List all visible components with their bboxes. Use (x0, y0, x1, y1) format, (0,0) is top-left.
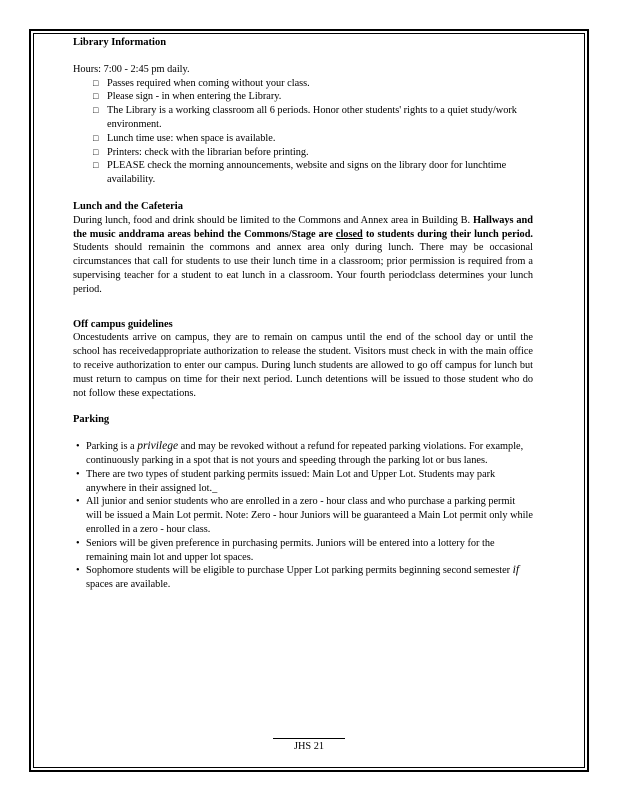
square-bullet-icon: □ (93, 91, 99, 102)
library-rules-list (73, 77, 533, 187)
parking-heading: Parking (73, 414, 110, 426)
library-hours: Hours: 7:00 - 2:45 pm daily. (73, 63, 190, 75)
bullet-dot-icon: • (76, 537, 80, 549)
lunch-section (73, 200, 533, 297)
square-bullet-icon: □ (93, 146, 99, 157)
list-item: • All junior and senior students who are enrolled in a zero - hour class and who purchase a parking permit will be issued a Main Lot permit. Note: Zero - hour Juniors will be guaranteed a Main Lot permit only while enrolled in a zero - hour class. (76, 496, 533, 535)
list-item: □ The Library is a working classroom all 6 periods. Honor other students' rights to a quiet study/work environment. (93, 105, 517, 130)
list-item: □ Printers: check with the librarian before printing. (93, 146, 309, 158)
lunch-paragraph: During lunch, food and drink should be limited to the Commons and Annex area in Building B. Hallways and the music anddrama areas behind the Commons/Stage are closed to students during their lunch period. Students should remainin the commons and annex area only during lunch. There may be occasional circumstances that call for students to use their lunch time in a classroom; prior permission is required from a supervising teacher for a student to eat lunch in a classroom. Your fourth periodclass determines your lunch period. (73, 214, 534, 295)
lunch-heading: Lunch and the Cafeteria (73, 200, 183, 212)
document-body (73, 36, 533, 592)
list-item: • Sophomore students will be eligible to purchase Upper Lot parking permits beginning second semester if spaces are available. (76, 564, 520, 591)
offcampus-section (73, 318, 533, 401)
square-bullet-icon: □ (93, 77, 99, 88)
parking-section (73, 413, 533, 592)
offcampus-heading: Off campus guidelines (73, 318, 173, 330)
list-item: □ Please sign - in when entering the Library. (93, 91, 282, 103)
bullet-dot-icon: • (76, 441, 80, 453)
square-bullet-icon: □ (93, 105, 99, 116)
bullet-dot-icon: • (76, 565, 80, 577)
list-item: • Seniors will be given preference in purchasing permits. Juniors will be entered into a lottery for the remaining main lot and upper lot spaces. (76, 537, 495, 563)
bullet-dot-icon: • (76, 496, 80, 508)
page-number: JHS 21 (293, 741, 325, 752)
library-heading: Library Information (73, 37, 167, 48)
parking-rules-list (73, 440, 533, 592)
list-item: □ PLEASE check the morning announcements, website and signs on the library door for lunchtime availability. (93, 160, 507, 186)
bullet-dot-icon: • (76, 468, 80, 480)
square-bullet-icon: □ (93, 132, 99, 143)
library-section (73, 36, 533, 187)
list-item: • Parking is a privilege and may be revoked without a refund for repeated parking violations. For example, continuously parking in a spot that is not yours and speeding through the parking lot or bus lanes. (76, 440, 524, 466)
footer-rule (273, 738, 345, 739)
offcampus-paragraph: Oncestudents arrive on campus, they are to remain on campus until the end of the school day or until the school has receivedappropriate authorization to release the student. Visitors must check in with the main office to receive authorization to enter our campus. During lunch students are allowed to go off campus for lunch but must return to campus on time for their next period. Lunch detentions will be issued to those student who do not follow these expectations. (73, 332, 533, 399)
list-item: □ Passes required when coming without your class. (93, 77, 310, 89)
square-bullet-icon: □ (93, 160, 99, 171)
list-item: • There are two types of student parking permits issued: Main Lot and Upper Lot. Students may park anywhere in their assigned lot._ (76, 468, 496, 494)
list-item: □ Lunch time use: when space is available. (93, 132, 276, 144)
